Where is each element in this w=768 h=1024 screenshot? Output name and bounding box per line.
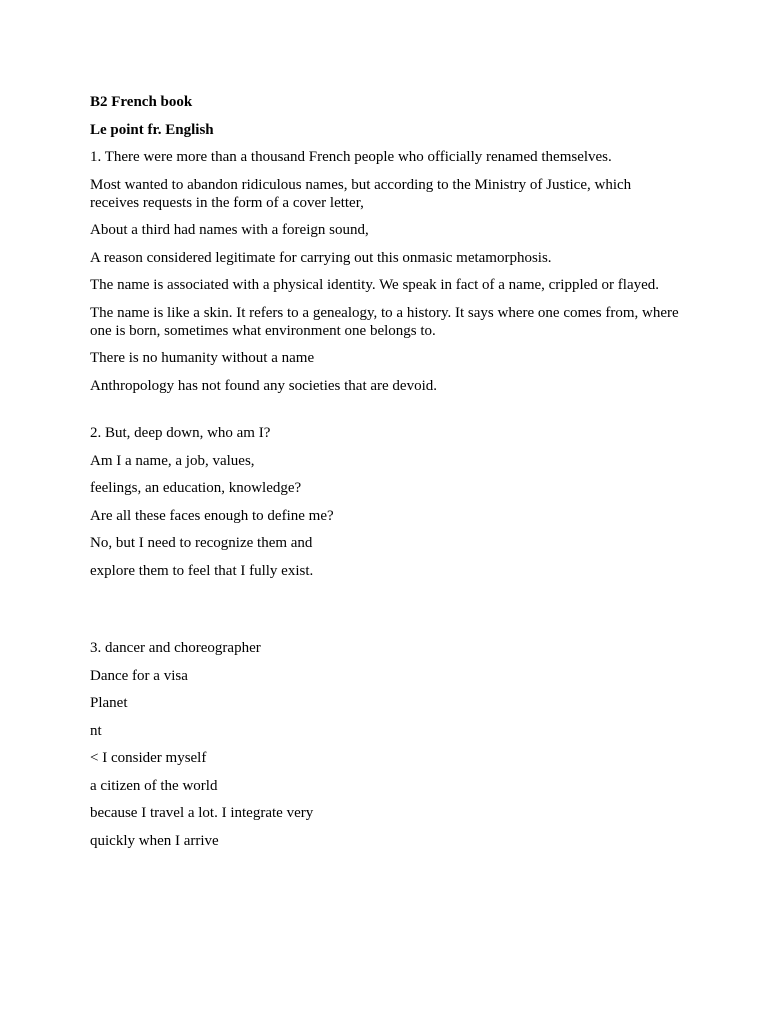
paragraph: 3. dancer and choreographer	[90, 640, 261, 656]
paragraph: Most wanted to abandon ridiculous names, but according to the Ministry of Justice, which receives requests in the form of a cover letter,	[90, 176, 632, 211]
paragraph: The name is associated with a physical identity. We speak in fact of a name, crippled or flayed.	[90, 277, 660, 293]
document-title: B2 French book	[90, 94, 193, 110]
paragraph: Anthropology has not found any societies that are devoid.	[90, 377, 438, 394]
paragraph: < I consider myself	[90, 750, 207, 766]
paragraph: explore them to feel that I fully exist.	[90, 562, 314, 579]
section-spacer	[90, 589, 680, 639]
paragraph: No, but I need to recognize them and	[90, 535, 313, 551]
paragraph: nt	[90, 722, 102, 739]
paragraph: Dance for a visa	[90, 667, 188, 684]
paragraph: Planet	[90, 695, 128, 711]
section-3	[90, 639, 680, 850]
paragraph: quickly when I arrive	[90, 832, 219, 849]
section-spacer	[90, 404, 680, 424]
paragraph: Are all these faces enough to define me?	[90, 507, 334, 524]
paragraph: 2. But, deep down, who am I?	[90, 425, 271, 441]
paragraph: a citizen of the world	[90, 777, 218, 794]
document-subtitle: Le point fr. English	[90, 121, 214, 138]
paragraph: 1. There were more than a thousand French people who officially renamed themselves.	[90, 149, 612, 165]
paragraph: feelings, an education, knowledge?	[90, 480, 302, 496]
paragraph: The name is like a skin. It refers to a genealogy, to a history. It says where one comes from, where one is born, sometimes what environment one belongs to.	[90, 304, 679, 339]
section-2	[90, 424, 680, 580]
paragraph: A reason considered legitimate for carrying out this onmasic metamorphosis.	[90, 249, 552, 266]
paragraph: because I travel a lot. I integrate very	[90, 805, 314, 821]
paragraph: Am I a name, a job, values,	[90, 452, 255, 469]
paragraph: There is no humanity without a name	[90, 350, 315, 366]
document-body	[90, 93, 680, 859]
section-1	[90, 148, 680, 395]
paragraph: About a third had names with a foreign sound,	[90, 222, 369, 238]
